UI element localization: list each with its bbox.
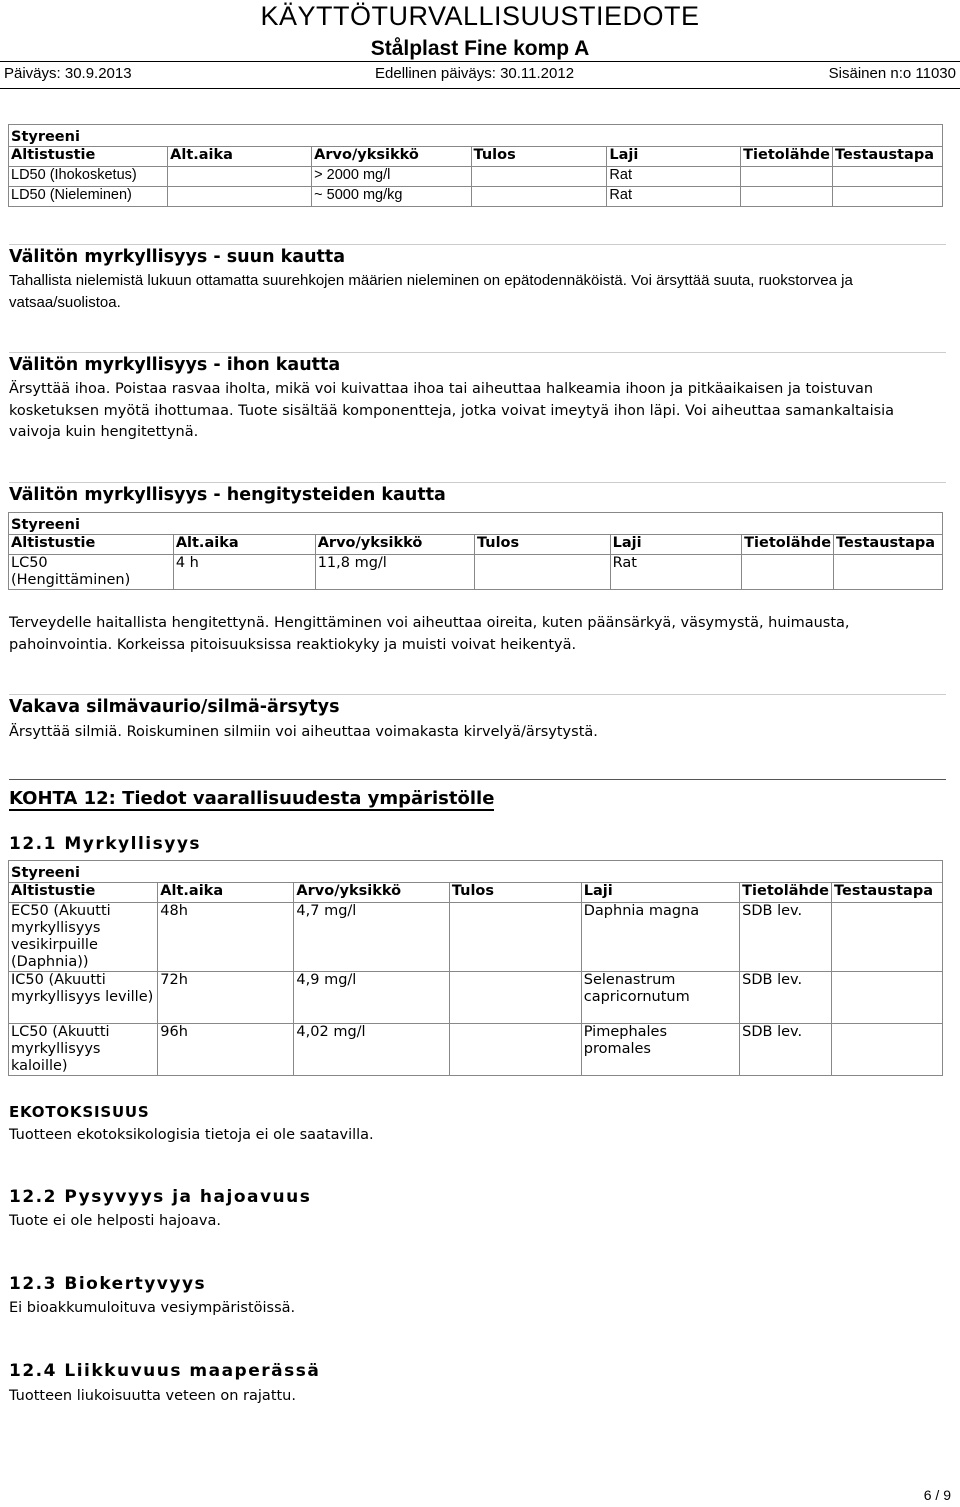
column-header: Laji (581, 883, 739, 903)
table-cell (168, 187, 312, 207)
inhalation-toxicity-heading: Välitön myrkyllisyys - hengitysteiden kautta (9, 482, 946, 506)
table-cell: IC50 (Akuutti myrkyllisyys leville) (9, 972, 158, 1024)
column-header: Altistustie (9, 535, 174, 555)
column-header: Arvo/yksikkö (312, 147, 471, 167)
skin-toxicity-text: Ärsyttää ihoa. Poistaa rasvaa iholta, mikä voi kuivattaa ihoa tai aiheuttaa halkeamia ihoon ja pitkäaikaisen ja toistuvan kosketuksen myötä ihottumaa. Tuote sisältää komponentteja, jotka voivat imeytyä ihon läpi. Voi aiheuttaa samankaltaisia vaivoja kuin hengitettynä. (9, 381, 895, 440)
eye-irritation-heading: Vakava silmävaurio/silmä-ärsytys (9, 694, 946, 718)
acute-toxicity-table (8, 124, 943, 207)
column-header: Laji (610, 535, 742, 555)
table-cell (449, 972, 581, 1024)
table-cell (833, 167, 943, 187)
mobility-heading: 12.4 Liikkuvuus maaperässä (9, 1361, 321, 1381)
ecotox-heading: EKOTOKSISUUS (9, 1103, 150, 1121)
toxicity-heading: 12.1 Myrkyllisyys (9, 834, 202, 854)
column-header: Tietolähde (742, 535, 834, 555)
section-12-heading (9, 779, 946, 810)
column-header: Arvo/yksikkö (294, 883, 449, 903)
ecotox-text: Tuotteen ekotoksikologisia tietoja ei ole saatavilla. (9, 1127, 374, 1143)
table-cell (833, 187, 943, 207)
table-cell: 4,7 mg/l (294, 903, 449, 972)
substance-name: Styreeni (9, 513, 943, 535)
oral-toxicity-text: Tahallista nielemistä lukuun ottamatta suurehkojen määrien nieleminen on epätodennäköistä. Voi ärsyttää suuta, ruokstorvea ja vatsaa/suolistoa. (9, 272, 853, 311)
inhalation-text: Terveydelle haitallista hengitettynä. Hengittäminen voi aiheuttaa oireita, kuten päänsärkyä, väsymystä, huimausta, pahoinvointia. Korkeissa pitoisuuksissa reaktiokyky ja muisti voivat heikentyä. (9, 615, 850, 653)
mobility-text: Tuotteen liukoisuutta veteen on rajattu. (9, 1388, 296, 1404)
oral-toxicity-heading: Välitön myrkyllisyys - suun kautta (9, 244, 946, 268)
table-cell: 11,8 mg/l (315, 555, 474, 590)
table-cell: Rat (607, 167, 741, 187)
eye-irritation-text: Ärsyttää silmiä. Roiskuminen silmiin voi aiheuttaa voimakasta kirvelyä/ärsytystä. (9, 724, 598, 740)
table-cell (832, 903, 943, 972)
document-title: KÄYTTÖTURVALLISUUSTIEDOTE (260, 1, 700, 31)
page-number: 6 / 9 (923, 1487, 951, 1503)
table-row (9, 555, 943, 590)
column-header: Tulos (449, 883, 581, 903)
column-header: Tietolähde (740, 883, 832, 903)
section-12-title: KOHTA 12: Tiedot vaarallisuudesta ympäristölle (9, 788, 495, 809)
column-header: Tietolähde (741, 147, 833, 167)
table-cell: Rat (607, 187, 741, 207)
column-header: Alt.aika (168, 147, 312, 167)
table-cell: Selenastrum capricornutum (581, 972, 739, 1024)
table-cell (168, 167, 312, 187)
table-cell: Daphnia magna (581, 903, 739, 972)
column-header: Tulos (474, 535, 610, 555)
table-cell (741, 187, 833, 207)
persistence-heading: 12.2 Pysyvyys ja hajoavuus (9, 1187, 312, 1207)
column-header: Alt.aika (158, 883, 294, 903)
table-cell (832, 972, 943, 1024)
bioaccumulation-text: Ei bioakkumuloituva vesiympäristöissä. (9, 1300, 296, 1316)
column-header: Testaustapa (834, 535, 943, 555)
table-cell: ~ 5000 mg/kg (312, 187, 471, 207)
persistence-text: Tuote ei ole helposti hajoava. (9, 1213, 221, 1229)
table-cell (449, 903, 581, 972)
product-name: Stålplast Fine komp A (370, 37, 590, 60)
bioaccumulation-heading: 12.3 Biokertyvyys (9, 1274, 207, 1294)
table-cell: 96h (158, 1024, 294, 1076)
table-cell: SDB lev. (740, 972, 832, 1024)
table-cell (471, 187, 607, 207)
table-cell: > 2000 mg/l (312, 167, 471, 187)
table-cell: SDB lev. (740, 1024, 832, 1076)
table-row (9, 972, 943, 1024)
table-cell: 4 h (173, 555, 315, 590)
table-row (9, 1024, 943, 1076)
table-cell: LC50 (Hengittäminen) (9, 555, 174, 590)
table-row (9, 167, 943, 187)
table-cell: EC50 (Akuutti myrkyllisyys vesikirpuille (Daphnia)) (9, 903, 158, 972)
substance-name: Styreeni (9, 125, 943, 147)
issue-date: Päiväys: 30.9.2013 (4, 65, 132, 82)
column-header: Altistustie (9, 883, 158, 903)
table-cell: LD50 (Ihokosketus) (9, 167, 168, 187)
table-cell: SDB lev. (740, 903, 832, 972)
table-cell: 48h (158, 903, 294, 972)
column-header: Laji (607, 147, 741, 167)
table-cell: Rat (610, 555, 742, 590)
table-cell (834, 555, 943, 590)
table-cell (832, 1024, 943, 1076)
header-divider (0, 61, 960, 62)
skin-toxicity-heading: Välitön myrkyllisyys - ihon kautta (9, 352, 946, 376)
substance-name: Styreeni (9, 861, 943, 883)
column-header: Tulos (471, 147, 607, 167)
table-cell: LC50 (Akuutti myrkyllisyys kaloille) (9, 1024, 158, 1076)
header-divider-bottom (0, 88, 960, 89)
table-cell: 4,9 mg/l (294, 972, 449, 1024)
table-cell (474, 555, 610, 590)
column-header: Testaustapa (833, 147, 943, 167)
internal-number: Sisäinen n:o 11030 (828, 65, 956, 82)
column-header: Alt.aika (173, 535, 315, 555)
column-header: Arvo/yksikkö (315, 535, 474, 555)
table-cell: 4,02 mg/l (294, 1024, 449, 1076)
table-cell: Pimephales promales (581, 1024, 739, 1076)
table-cell (741, 167, 833, 187)
column-header: Altistustie (9, 147, 168, 167)
ecotoxicity-table (8, 860, 943, 1076)
table-row (9, 187, 943, 207)
table-cell (449, 1024, 581, 1076)
table-row (9, 903, 943, 972)
previous-date: Edellinen päiväys: 30.11.2012 (375, 65, 575, 82)
table-cell (742, 555, 834, 590)
table-cell: 72h (158, 972, 294, 1024)
table-cell (471, 167, 607, 187)
inhalation-table (8, 512, 943, 590)
table-cell: LD50 (Nieleminen) (9, 187, 168, 207)
column-header: Testaustapa (832, 883, 943, 903)
